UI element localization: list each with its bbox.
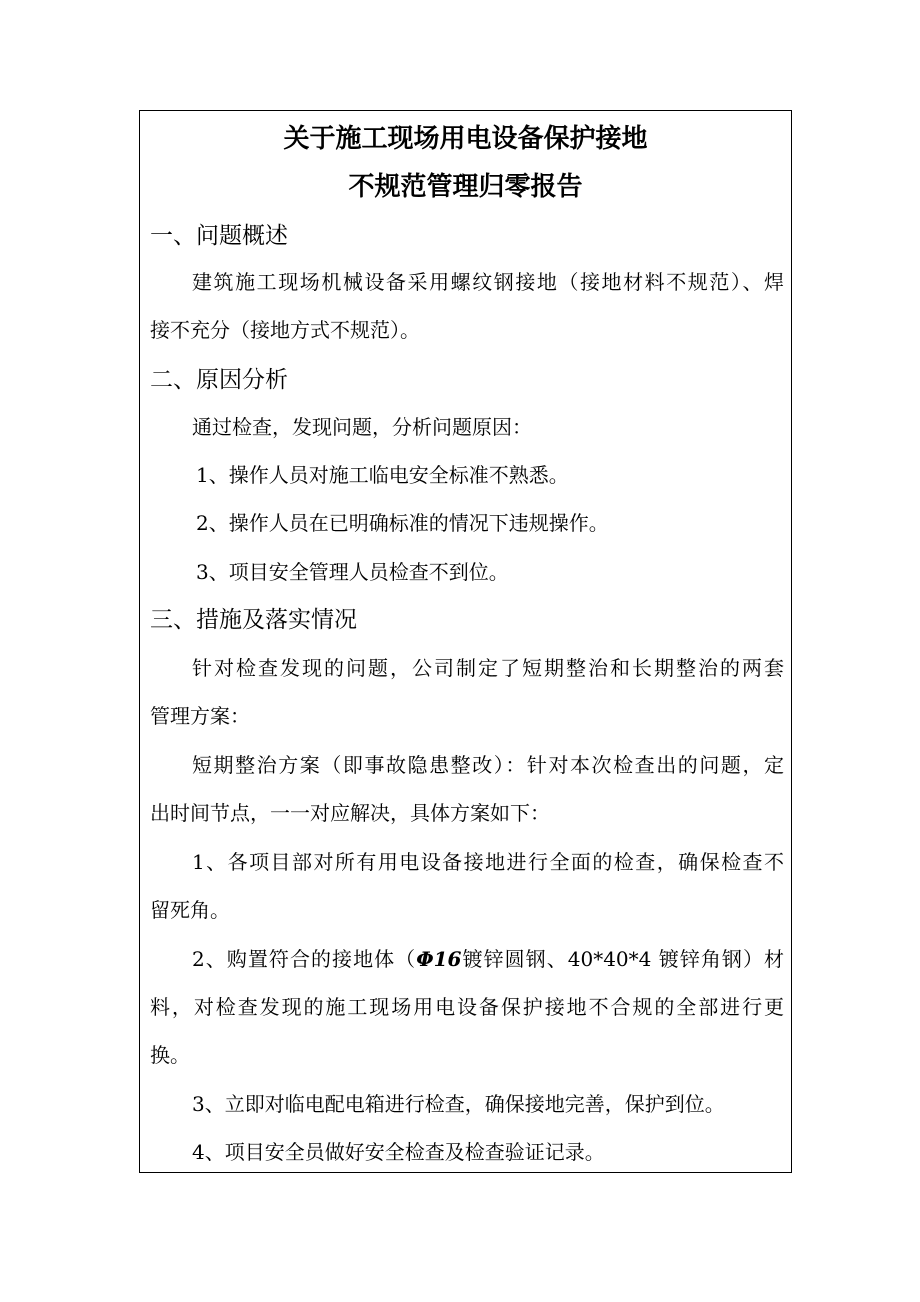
measures-item1-line2: 留死角。 (150, 898, 230, 922)
measures-para1-line2: 管理方案： (150, 704, 250, 728)
cause-item-2: 2、操作人员在已明确标准的情况下违规操作。 (196, 511, 609, 535)
problem-paragraph-line2: 接不充分（接地方式不规范）。 (150, 318, 420, 342)
report-title-line2: 不规范管理归零报告 (348, 172, 583, 202)
section-heading-measures: 三、措施及落实情况 (150, 607, 357, 633)
cause-item-3: 3、项目安全管理人员检查不到位。 (196, 560, 509, 584)
report-title-line1: 关于施工现场用电设备保护接地 (283, 124, 648, 154)
measures-item4: 4、项目安全员做好安全检查及检查验证记录。 (192, 1140, 605, 1164)
cause-item-1: 1、操作人员对施工临电安全标准不熟悉。 (196, 463, 569, 487)
measures-item1-line1: 1、各项目部对所有用电设备接地进行全面的检查，确保检查不 (192, 850, 784, 874)
problem-paragraph-line1: 建筑施工现场机械设备采用螺纹钢接地（接地材料不规范）、焊 (192, 270, 784, 294)
measures-item2-line3: 换。 (150, 1043, 190, 1067)
measures-item2-text-a: 2、购置符合的接地体（ (192, 947, 417, 971)
phi16-symbol: Φ16 (416, 947, 462, 971)
measures-para1-line1: 针对检查发现的问题，公司制定了短期整治和长期整治的两套 (192, 656, 784, 680)
section-heading-cause: 二、原因分析 (150, 367, 288, 393)
measures-para2-line1: 短期整治方案（即事故隐患整改）：针对本次检查出的问题，定 (192, 753, 784, 777)
section-heading-problem: 一、问题概述 (150, 223, 288, 249)
measures-para2-line2: 出时间节点，一一对应解决，具体方案如下： (150, 801, 550, 825)
measures-item2-text-b: 镀锌圆钢、40*40*4 镀锌角钢）材 (461, 947, 784, 971)
measures-item3: 3、立即对临电配电箱进行检查，确保接地完善，保护到位。 (192, 1092, 725, 1116)
cause-intro: 通过检查，发现问题，分析问题原因： (192, 415, 532, 439)
report-frame (139, 110, 792, 1173)
measures-item2-line2: 料，对检查发现的施工现场用电设备保护接地不合规的全部进行更 (150, 995, 784, 1019)
measures-item2-line1 (192, 945, 784, 973)
